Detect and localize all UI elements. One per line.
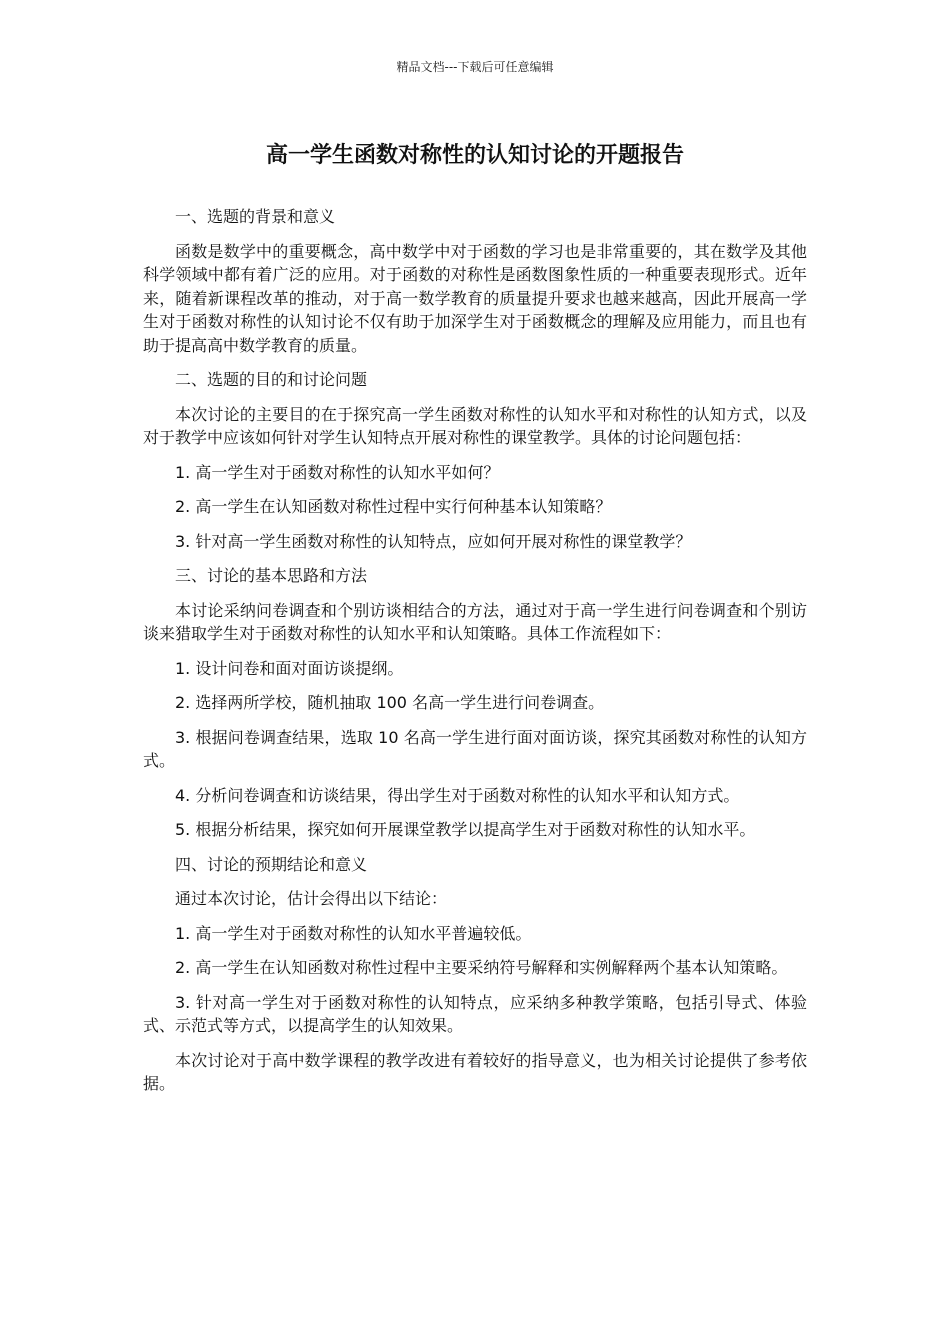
list-item-question-3: 3. 针对高一学生函数对称性的认知特点，应如何开展对称性的课堂教学？ bbox=[175, 531, 692, 551]
paragraph-conclusion-intro: 通过本次讨论，估计会得出以下结论： bbox=[175, 889, 448, 908]
paragraph-purpose: 本次讨论的主要目的在于探究高一学生函数对称性的认知水平和对称性的认知方式，以及对于教学中应该如何针对学生认知特点开展对称性的课堂教学。具体的讨论问题包括： bbox=[143, 404, 807, 447]
section-heading-method: 三、讨论的基本思路和方法 bbox=[175, 566, 368, 585]
list-item-step-5: 5. 根据分析结果，探究如何开展课堂教学以提高学生对于函数对称性的认知水平。 bbox=[175, 820, 756, 839]
section-heading-purpose: 二、选题的目的和讨论问题 bbox=[175, 370, 368, 389]
document-body bbox=[143, 205, 807, 1107]
section-heading-background: 一、选题的背景和意义 bbox=[175, 207, 336, 226]
list-item-conclusion-1: 1. 高一学生对于函数对称性的认知水平普遍较低。 bbox=[175, 923, 532, 943]
header-note: 精品文档---下载后可任意编辑 bbox=[396, 60, 554, 74]
document-title: 高一学生函数对称性的认知讨论的开题报告 bbox=[265, 143, 684, 168]
list-item-conclusion-2: 2. 高一学生在认知函数对称性过程中主要采纳符号解释和实例解释两个基本认知策略。 bbox=[175, 958, 788, 977]
list-item-question-2: 2. 高一学生在认知函数对称性过程中实行何种基本认知策略？ bbox=[175, 497, 612, 516]
list-item-conclusion-3: 3. 针对高一学生对于函数对称性的认知特点，应采纳多种教学策略，包括引导式、体验式、示范式等方式，以提高学生的认知效果。 bbox=[143, 992, 807, 1035]
paragraph-method: 本讨论采纳问卷调查和个别访谈相结合的方法，通过对于高一学生进行问卷调查和个别访谈来猎取学生对于函数对称性的认知水平和认知策略。具体工作流程如下： bbox=[143, 600, 807, 643]
list-item-step-1: 1. 设计问卷和面对面访谈提纲。 bbox=[175, 658, 404, 678]
paragraph-significance: 本次讨论对于高中数学课程的教学改进有着较好的指导意义，也为相关讨论提供了参考依据。 bbox=[143, 1050, 807, 1093]
list-item-step-2: 2. 选择两所学校，随机抽取 100 名高一学生进行问卷调查。 bbox=[175, 693, 605, 712]
list-item-step-3: 3. 根据问卷调查结果，选取 10 名高一学生进行面对面访谈，探究其函数对称性的认知方式。 bbox=[143, 727, 807, 770]
section-heading-conclusion: 四、讨论的预期结论和意义 bbox=[175, 854, 368, 874]
list-item-question-1: 1. 高一学生对于函数对称性的认知水平如何？ bbox=[175, 462, 500, 482]
list-item-step-4: 4. 分析问卷调查和访谈结果，得出学生对于函数对称性的认知水平和认知方式。 bbox=[175, 785, 740, 805]
paragraph-background: 函数是数学中的重要概念，高中数学中对于函数的学习也是非常重要的，其在数学及其他科学领域中都有着广泛的应用。对于函数的对称性是函数图象性质的一种重要表现形式。近年来，随着新课程改革的推动，对于高一数学教育的质量提升要求也越来越高，因此开展高一学生对于函数对称性的认知讨论不仅有助于加深学生对于函数概念的理解及应用能力，而且也有助于提高高中数学教育的质量。 bbox=[143, 241, 807, 355]
